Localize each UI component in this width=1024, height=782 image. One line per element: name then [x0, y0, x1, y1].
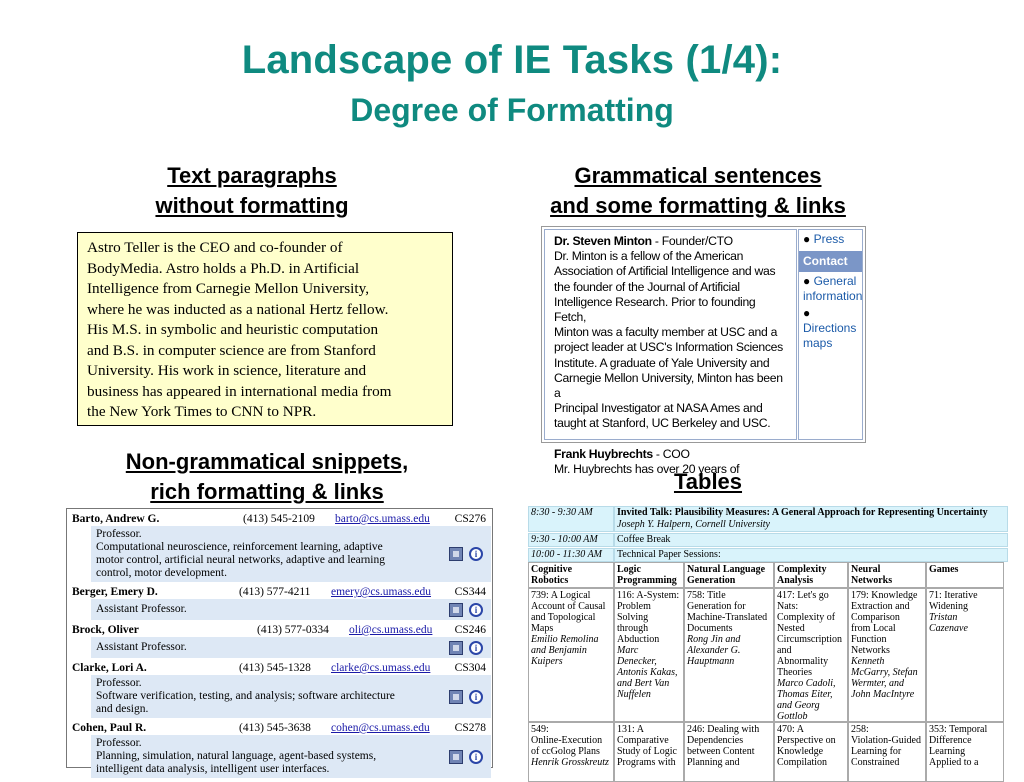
paper-title-line: Programs with: [617, 757, 676, 768]
bio-line: project leader at USC's Information Sciences: [554, 340, 783, 355]
directory-entry-desc: [91, 735, 491, 778]
bio-line: Mr. Huybrechts has over 20 years of: [554, 461, 740, 476]
paper-title-line: Problem: [617, 601, 651, 612]
desc-line: control, motor development.: [96, 567, 227, 579]
bio-line: Intelligence Research. Prior to founding Fetch,: [554, 294, 756, 325]
heading-snippets: [86, 447, 448, 507]
bio-line: Minton was a faculty member at USC and a: [554, 325, 778, 340]
schedule-session: [614, 506, 1008, 532]
paper-author-line: Henrik Grosskreutz: [531, 757, 609, 768]
paper-title-line: Study of Logic: [617, 746, 677, 757]
desc-line: intelligent data analysis, intelligent user interfaces.: [96, 763, 330, 775]
session-title: Technical Paper Sessions:: [614, 548, 1008, 562]
bullet-icon: ●: [803, 306, 811, 320]
paper-title-line: Perspective on: [777, 735, 836, 746]
schedule-panel: [528, 506, 1008, 768]
column-header: [774, 562, 848, 588]
paper-cell: [614, 588, 684, 722]
paper-title-line: Machine-Translated: [687, 612, 768, 623]
paper-author-line: Tristan: [929, 612, 958, 623]
bio-line: Carnegie Mellon University, Minton has been a: [554, 370, 783, 401]
info-icon[interactable]: i: [469, 641, 483, 655]
paragraph-line: BodyMedia. Astro holds a Ph.D. in Artificial: [87, 259, 360, 277]
schedule-time: 8:30 - 9:30 AM: [528, 506, 614, 532]
paper-author-line: McGarry, Stefan: [851, 667, 918, 678]
paper-title-line: Dependencies: [687, 735, 744, 746]
person1-name: Dr. Steven Minton: [554, 234, 652, 248]
entry-icons: [449, 603, 483, 617]
heading-text-paragraphs: [102, 161, 402, 221]
desc-line: Professor.: [96, 677, 142, 689]
paper-title-line: 739: A Logical: [531, 590, 591, 601]
session-title: Invited Talk: Plausibility Measures: A General Approach for Representing Uncertainty: [617, 507, 988, 518]
paper-title-line: Violation-Guided: [851, 735, 921, 746]
paragraph-line: University. His work in science, literature and: [87, 362, 367, 379]
paper-title-line: Constrained: [851, 757, 900, 768]
paper-cell: [684, 722, 774, 782]
paragraph-line: Intelligence from Carnegie Mellon University,: [87, 280, 370, 297]
paper-title-line: Applied to a: [929, 757, 979, 768]
heading-line: and some formatting & links: [550, 193, 846, 218]
paper-title-line: 353: Temporal: [929, 724, 988, 735]
entry-icons: [449, 641, 483, 655]
paper-cell: [774, 722, 848, 782]
person-name: Cohen, Paul R.: [72, 722, 147, 734]
paper-title-line: from Local: [851, 623, 896, 634]
email-link[interactable]: barto@cs.umass.edu: [335, 513, 430, 525]
sidebar-contact-header: Contact: [799, 251, 862, 272]
person-name: Clarke, Lori A.: [72, 662, 147, 674]
paper-cell: [774, 588, 848, 722]
paper-title-line: Planning and: [687, 757, 740, 768]
person-name: Berger, Emery D.: [72, 586, 158, 598]
header-line: Generation: [687, 575, 736, 586]
bio-person1-header: [554, 234, 790, 249]
desc-line: Professor.: [96, 528, 142, 540]
paper-title-line: 470: A: [777, 724, 804, 735]
paper-author-line: Wermter, and: [851, 678, 904, 689]
slide-title: Landscape of IE Tasks (1/4):: [241, 38, 783, 82]
paper-author-line: and Benjamin: [531, 645, 587, 656]
paper-author-line: Emilio Remolina: [531, 634, 599, 645]
paper-title-line: between Content: [687, 746, 755, 757]
paper-author-line: Kenneth: [851, 656, 885, 667]
sidebar-item-press[interactable]: [799, 230, 862, 247]
heading-line: without formatting: [155, 193, 349, 218]
paragraph-line: Astro Teller is the CEO and co-founder of: [87, 239, 343, 256]
desc-line: Professor.: [96, 737, 142, 749]
paper-title-line: through: [617, 623, 649, 634]
column-header: [848, 562, 926, 588]
paper-title-line: Complexity of: [777, 612, 836, 623]
paper-title-line: Difference: [929, 735, 972, 746]
paper-author-line: Antonis Kakas,: [617, 667, 678, 678]
paper-title-line: Online-Execution: [531, 735, 603, 746]
bio-sidebar: [798, 229, 863, 440]
room: CS344: [454, 586, 486, 598]
email-link[interactable]: oli@cs.umass.edu: [349, 624, 433, 636]
desc-line: and design.: [96, 703, 149, 715]
paper-title-line: Nats:: [777, 601, 799, 612]
paper-title-line: of ccGolog Plans: [531, 746, 600, 757]
heading-line: Tables: [673, 469, 743, 494]
heading-line: Grammatical sentences: [574, 163, 822, 188]
paper-author-line: Alexander G.: [687, 645, 741, 656]
paper-title-line: Circumscription: [777, 634, 842, 645]
paper-author-line: and Georg: [777, 700, 820, 711]
bullet-icon: ●: [803, 232, 811, 246]
home-icon[interactable]: [449, 547, 463, 561]
paper-title-line: and Topological: [531, 612, 596, 623]
directory-entry: [67, 718, 492, 778]
heading-line: rich formatting & links: [150, 479, 384, 504]
bio-line: Dr. Minton is a fellow of the American: [554, 249, 744, 264]
header-line: Programming: [617, 575, 677, 586]
paper-title-line: Extraction and: [851, 601, 910, 612]
bio-panel: [541, 226, 866, 476]
header-line: Analysis: [777, 575, 814, 586]
directory-entry-header: [67, 718, 492, 735]
entry-icons: [449, 750, 483, 764]
paper-cell: [848, 722, 926, 782]
directory-entry: [67, 658, 492, 718]
info-icon[interactable]: i: [469, 603, 483, 617]
directory-entry-header: [67, 620, 492, 637]
link-general-cont[interactable]: information: [803, 289, 863, 303]
paper-author-line: Marc: [617, 645, 639, 656]
room: CS246: [454, 624, 486, 636]
paper-title-line: 246: Dealing with: [687, 724, 760, 735]
email-link[interactable]: clarke@cs.umass.edu: [331, 662, 431, 674]
bio-line: taught at Stanford, UC Berkeley and USC.: [554, 416, 771, 431]
slide-subtitle: Degree of Formatting: [350, 92, 674, 128]
home-icon[interactable]: [449, 690, 463, 704]
phone: (413) 545-1328: [239, 662, 311, 674]
paper-cell: [926, 588, 1004, 722]
paper-title-line: 71: Iterative: [929, 590, 978, 601]
paper-title-line: 549:: [531, 724, 549, 735]
paper-title-line: Widening: [929, 601, 969, 612]
sidebar-item-general[interactable]: [799, 272, 862, 304]
paragraph-line: His M.S. in symbolic and heuristic computation: [87, 321, 379, 338]
info-icon[interactable]: i: [469, 547, 483, 561]
directory-entry-header: [67, 582, 492, 599]
paper-author-line: Thomas Eiter,: [777, 689, 833, 700]
entry-icons: [449, 690, 483, 704]
header-line: Networks: [851, 575, 893, 586]
schedule-time: 9:30 - 10:00 AM: [528, 533, 614, 547]
link-directions-cont[interactable]: maps: [803, 336, 833, 350]
home-icon[interactable]: [449, 750, 463, 764]
paper-author-line: Gottlob: [777, 711, 808, 722]
paper-title-line: Maps: [531, 623, 554, 634]
heading-grammatical: [500, 161, 896, 221]
header-line: Neural: [851, 564, 881, 575]
directory-entry-desc: [91, 637, 491, 658]
info-icon[interactable]: i: [469, 750, 483, 764]
paper-cell: [614, 722, 684, 782]
phone: (413) 577-0334: [257, 624, 329, 636]
phone: (413) 545-3638: [239, 722, 311, 734]
paper-cell: [528, 588, 614, 722]
bio-line: Principal Investigator at NASA Ames and: [554, 401, 763, 416]
column-header: [614, 562, 684, 588]
paper-title-line: Learning for: [851, 746, 902, 757]
heading-line: Text paragraphs: [167, 163, 337, 188]
desc-line: Assistant Professor.: [96, 603, 187, 615]
paper-title-line: and: [777, 645, 792, 656]
bio-line: Association of Artificial Intelligence and was: [554, 264, 776, 279]
person2-name: Frank Huybrechts: [554, 446, 653, 461]
bullet-icon: ●: [803, 274, 811, 288]
paper-author-line: Nuffelen: [617, 689, 651, 700]
paper-author-line: Marco Cadoli,: [777, 678, 836, 689]
room: CS278: [454, 722, 486, 734]
link-general[interactable]: General: [813, 274, 857, 288]
bio-main: [544, 229, 797, 476]
directory-entry: [67, 582, 492, 620]
link-directions[interactable]: Directions: [803, 321, 857, 335]
paper-title-line: Abduction: [617, 634, 660, 645]
column-header: [528, 562, 614, 588]
paper-title-line: Generation for: [687, 601, 746, 612]
paper-author-line: Denecker,: [617, 656, 657, 667]
phone: (413) 577-4211: [239, 586, 311, 598]
paper-cell: [528, 722, 614, 782]
paper-author-line: Rong Jin and: [687, 634, 741, 645]
paper-cell: [684, 588, 774, 722]
paper-author-line: Hauptmann: [687, 656, 735, 667]
email-link[interactable]: emery@cs.umass.edu: [331, 586, 432, 598]
directory-entry: [67, 509, 492, 582]
home-icon[interactable]: [449, 641, 463, 655]
person2-role: - COO: [652, 446, 690, 461]
paragraph-line: business has appeared in international media from: [87, 382, 392, 400]
paper-title-line: Learning: [929, 746, 966, 757]
desc-line: Computational neuroscience, reinforcement learning, adaptive: [96, 541, 383, 553]
directory-entry-header: [67, 658, 492, 675]
session-title: Coffee Break: [614, 533, 1008, 547]
paragraph-panel: [77, 232, 453, 426]
paper-title-line: 258:: [851, 724, 869, 735]
header-line: Robotics: [531, 575, 569, 586]
entry-icons: [449, 547, 483, 561]
heading-line: Non-grammatical snippets,: [125, 449, 409, 474]
header-line: Complexity: [777, 564, 827, 575]
paper-title-line: 758: Title: [687, 590, 726, 601]
paper-author-line: John MacIntyre: [851, 689, 915, 700]
header-line: Natural Language: [687, 564, 766, 575]
paper-title-line: Function: [851, 634, 887, 645]
person-name: Brock, Oliver: [72, 624, 139, 636]
paper-title-line: Nested: [777, 623, 805, 634]
person1-role: - Founder/CTO: [651, 234, 733, 248]
desc-line: Software verification, testing, and analysis; software architecture: [96, 690, 395, 702]
bio-line: Institute. A graduate of Yale University and: [554, 355, 770, 370]
email-link[interactable]: cohen@cs.umass.edu: [331, 722, 430, 734]
paper-author-line: and Bert Van: [617, 678, 670, 689]
paper-title-line: Abnormality: [777, 656, 829, 667]
paper-title-line: Account of Causal: [531, 601, 606, 612]
paper-title-line: Comparative: [617, 735, 669, 746]
desc-line: Planning, simulation, natural language, agent-based systems,: [96, 750, 377, 762]
paper-title-line: 179: Knowledge: [851, 590, 918, 601]
directory-entry-desc: [91, 599, 491, 620]
header-line: Logic: [617, 564, 641, 575]
directory-entry-desc: [91, 526, 491, 582]
paragraph-line: where he was inducted as a national Hertz fellow.: [87, 300, 389, 318]
directory-entry-header: [67, 509, 492, 526]
paper-title-line: 116: A-System:: [617, 590, 680, 601]
paper-title-line: Solving: [617, 612, 649, 623]
paper-title-line: Theories: [777, 667, 812, 678]
paper-title-line: Knowledge: [777, 746, 824, 757]
desc-line: motor control, artificial neural networks, adaptive and learning: [96, 554, 385, 566]
paper-title-line: 417: Let's go: [777, 590, 829, 601]
desc-line: Assistant Professor.: [96, 641, 187, 653]
column-header: [926, 562, 1004, 588]
directory-entry: [67, 620, 492, 658]
link-press[interactable]: Press: [813, 232, 845, 246]
session-authors: Joseph Y. Halpern, Cornell University: [617, 519, 770, 530]
room: CS304: [454, 662, 486, 674]
paragraph-line: the New York Times to CNN to NPR.: [87, 403, 317, 420]
person-name: Barto, Andrew G.: [72, 513, 160, 525]
sidebar-item-directions[interactable]: [799, 304, 862, 351]
room: CS276: [454, 513, 486, 525]
paper-author-line: Cazenave: [929, 623, 968, 634]
paper-title-line: Compilation: [777, 757, 827, 768]
schedule-time: 10:00 - 11:30 AM: [528, 548, 614, 562]
paper-title-line: Comparison: [851, 612, 900, 623]
column-header: [684, 562, 774, 588]
paper-title-line: 131: A: [617, 724, 644, 735]
paper-author-line: Kuipers: [531, 656, 563, 667]
header-line: Games: [929, 564, 959, 575]
directory-panel: [66, 508, 493, 775]
bio-line: the founder of the Journal of Artificial: [554, 279, 740, 294]
paper-title-line: Documents: [687, 623, 733, 634]
bio-person2-header: [554, 447, 790, 462]
header-line: Cognitive: [531, 564, 573, 575]
paper-title-line: Networks: [851, 645, 890, 656]
info-icon[interactable]: i: [469, 690, 483, 704]
paragraph-line: and B.S. in computer science are from Stanford: [87, 341, 376, 359]
phone: (413) 545-2109: [243, 513, 315, 525]
paper-cell: [926, 722, 1004, 782]
paper-cell: [848, 588, 926, 722]
home-icon[interactable]: [449, 603, 463, 617]
directory-entry-desc: [91, 675, 491, 718]
